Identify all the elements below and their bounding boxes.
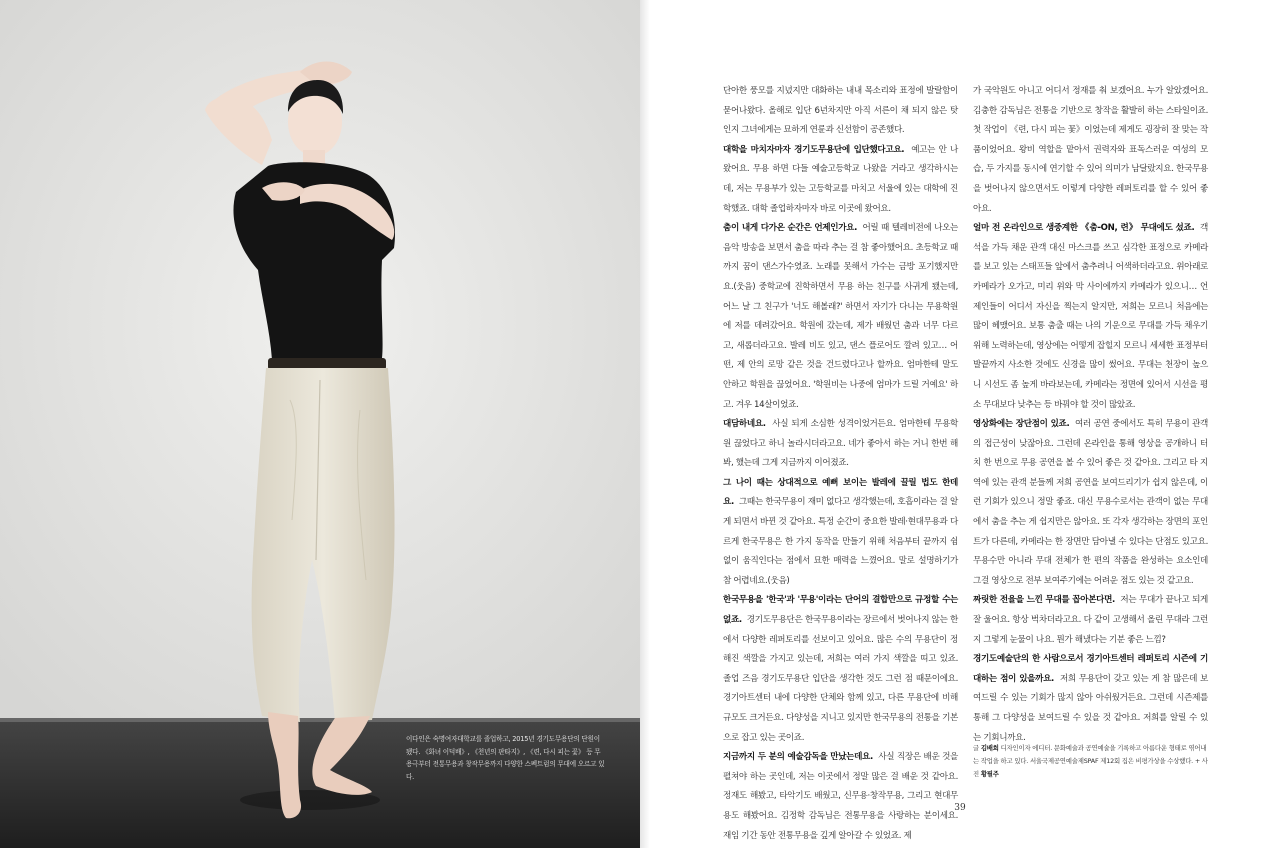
interview-answer: 사실 직장은 배운 것을 펼쳐야 하는 곳인데, 저는 이곳에서 정말 많은 걸 배운 것 같아요. 정재도 해봤고, 타악기도 배웠고, 신무용·창작무용, 그리고 현대무용도 해봤어요. 김정학 감독님은 전통무용을 사랑하는 분이세요. 재임 기간 동안 전통무용을 깊게 알아갈 수 있었죠. 제 [723,752,959,841]
interview-paragraph [723,141,958,219]
interview-answer: 저는 무대가 끝나고 되게 잘 울어요. 항상 벅차더라고요. 다 같이 고생해서 올린 무대라 그런지 그렇게 눈물이 나요. 뭔가 해냈다는 기분 좋은 느낌? [973,595,1208,645]
page-number: 39 [954,803,966,813]
interview-question: 그 나이 때는 상대적으로 예뻐 보이는 발레에 끌릴 법도 한데요. [723,477,958,508]
interview-answer: 사실 되게 소심한 성격이었거든요. 엄마한테 무용학원 끊었다고 하니 놀라시더라고요. 네가 좋아서 하는 거니 한번 해 봐, 했는데 그게 지금까지 이어졌죠. [723,419,958,469]
credit-bio: 디자인이자 에디터. 문화예술과 공연예술을 기록하고 아름다운 형태로 엮어내는 작업을 하고 있다. 서울국제공연예술제SPAF 제12회 집은 비평가상을 수상했다. + 사진 [973,744,1208,778]
interview-paragraph [723,474,958,592]
interview-paragraph [973,82,1208,219]
interview-question: 춤이 내게 다가온 순간은 언제인가요. [723,223,858,234]
interview-paragraph [723,82,958,141]
page-gutter [640,0,650,848]
interview-paragraph [973,591,1208,650]
interview-paragraph [723,748,958,846]
interview-paragraph [973,415,1208,591]
interview-answer: 여러 공연 중에서도 특히 무용이 관객의 접근성이 낮잖아요. 그런데 온라인을 통해 영상을 공개하니 터치 한 번으로 무용 공연을 볼 수 있어 좋은 것 같아요. 그리고 타 지역에 있는 관객 분들께 저희 공연을 보여드리기가 쉽지 않은데, 이런 기회가 있으니 정말 좋죠. 대신 무용수로서는 관객이 없는 무대에서 춤을 추는 게 쉽지만은 않아요. 또 각자 생각하는 장면의 포인트가 다른데, 카메라는 한 장면만 담아낼 수 있다는 단점도 있고요. 무용수만 아니라 무대 전체가 한 편의 작품을 완성하는 요소인데 그걸 영상으로 전부 보여주기에는 어려운 점도 있는 것 같고요. [973,419,1208,586]
interview-question: 짜릿한 전율을 느낀 무대를 꼽아본다면. [973,595,1115,606]
text-column-2 [973,82,1208,748]
interview-question: 영상화에는 장단점이 있죠. [973,419,1070,430]
interview-question: 대담하네요. [723,419,766,430]
credit-writer: 김배희 [980,744,999,752]
interview-answer: 가 국악원도 아니고 어디서 정재를 춰 보겠어요. 누가 알았겠어요. 김충한 감독님은 전통을 기반으로 창작을 활발히 하는 스타일이죠. 첫 작업이 《련, 다시 피는 꽃》이었는데 제게도 굉장히 잘 맞는 작품이었어요. 왕비 역할을 맡아서 권력자와 표독스러운 여성의 모습, 두 가지를 동시에 연기할 수 있어 의미가 남달랐지요. 한국무용을 벗어나지 않으면서도 이렇게 다양한 레퍼토리를 할 수 있어 좋아요. [973,86,1208,214]
text-column-1 [723,82,958,846]
interview-question: 대학을 마치자마자 경기도무용단에 입단했다고요. [723,144,905,155]
interview-answer: 단아한 풍모를 지녔지만 대화하는 내내 목소리와 표정에 발랄함이 묻어나왔다. 올해로 입단 6년차지만 아직 서른이 채 되지 않은 탓인지 그녀에게는 묘하게 연륜과 신선함이 공존했다. [723,86,958,136]
interview-paragraph [723,219,958,415]
interview-question: 경기도예술단의 한 사람으로서 경기아트센터 레퍼토리 시즌에 기대하는 점이 있을까요. [973,654,1208,684]
interview-answer: 객석을 가득 채운 관객 대신 마스크를 쓰고 심각한 표정으로 카메라를 보고 있는 스태프들 앞에서 춤추려니 어색하더라고요. 위아래로 카메라가 오가고, 미리 위와 막 사이에까지 카메라가 있으니… 언제인들이 어디서 자신을 찍는지 알지만, 저희는 모르니 처음에는 많이 헤맸어요. 보통 춤출 때는 나의 기운으로 무대를 가득 채우기 위해 노력하는데, 영상에는 어떻게 잡힐지 모르니 세세한 표정부터 발끝까지 사소한 것에도 신경을 많이 썼어요. 무대는 천장이 높으니 시선도 좀 높게 바라보는데, 카메라는 정면에 있어서 시선을 평소 무대보다 낮추는 등 바꿔야 할 것이 많았죠. [973,223,1208,410]
interview-answer: 예고는 안 나왔어요. 무용 하면 다들 예술고등학교 나왔을 거라고 생각하시는데, 저는 무용부가 있는 고등학교를 마치고 서울에 있는 대학에 진학했죠. 대학 졸업하자마자 바로 이곳에 왔어요. [723,144,958,214]
credit-prefix: 글 [973,744,979,752]
interview-answer: 저희 무용단이 갖고 있는 게 참 많은데 보여드릴 수 있는 기회가 많지 않아 아쉬웠거든요. 그런데 시즌제를 통해 그 다양성을 보여드릴 수 있을 것 같아요. 저희를 알릴 수 있는 기회니까요. [973,673,1209,743]
author-credit [973,742,1208,780]
interview-paragraph [973,650,1208,748]
interview-question: 얼마 전 온라인으로 생중계한 《춤-ON, 련》 무대에도 섰죠. [973,223,1195,234]
interview-paragraph [723,591,958,748]
credit-photographer: 황필주 [980,769,999,778]
interview-answer: 경기도무용단은 한국무용이라는 장르에서 벗어나지 않는 한에서 다양한 레퍼토리를 선보이고 있어요. 많은 수의 무용단이 정해진 색깔을 가지고 있는데, 저희는 여러 가지 색깔을 띠고 있죠. 졸업 즈음 경기도무용단 입단을 생각한 것도 그런 점 때문이에요. 경기아트센터 내에 다양한 단체와 함께 있고, 다른 무용단에 비해 규모도 크거든요. 다양성을 지니고 있지만 한국무용의 전통을 기본으로 잡고 있는 곳이죠. [723,615,958,743]
photo-caption: 이다인은 숙명여자대학교를 졸업하고, 2015년 경기도무용단의 단원이 됐다. 《화녀 이덕배》, 《천년의 판타지》, 《련, 다시 피는 꽃》 등 무용극부터 전통무용과 창작무용까지 다양한 스펙트럼의 무대에 오르고 있다. [406,735,605,781]
interview-paragraph [723,415,958,474]
interview-question: 한국무용을 '한국'과 '무용'이라는 단어의 결합만으로 규정할 수는 없죠. [723,595,958,626]
interview-answer: 어릴 때 텔레비전에 나오는 음악 방송을 보면서 춤을 따라 추는 걸 참 좋아했어요. 초등학교 때까지 꿈이 댄스가수였죠. 노래를 못해서 가수는 금방 포기했지만요.(웃음) 중학교에 진학하면서 무용 하는 친구를 사귀게 됐는데, 어느 날 그 친구가 '너도 해볼래?' 하면서 자기가 다니는 무용학원에 저를 데려갔어요. 학원에 갔는데, 제가 배웠던 춤과 너무 다르고, 새롭더라고요. 발레 비도 있고, 댄스 플로어도 깔려 있고… 어떤, 제 안의 로망 같은 것을 건드렸다고나 할까요. 엄마한테 말도 안하고 학원을 끊었어요. '학원비는 나중에 엄마가 드릴 거예요' 하고. 겨우 14살이었죠. [723,223,958,410]
interview-answer: 그때는 한국무용이 재미 없다고 생각했는데, 호흡이라는 걸 알게 되면서 바뀐 것 같아요. 특정 순간이 중요한 발레·현대무용과 다르게 한국무용은 한 가지 동작을 만들기 위해 처음부터 끝까지 쉼없이 움직인다는 점에서 묘한 매력을 느꼈어요. 말로 설명하기가 참 어렵네요.(웃음) [723,497,958,586]
interview-paragraph [973,219,1208,415]
interview-question: 지금까지 두 분의 예술감독을 만났는데요. [723,752,873,763]
